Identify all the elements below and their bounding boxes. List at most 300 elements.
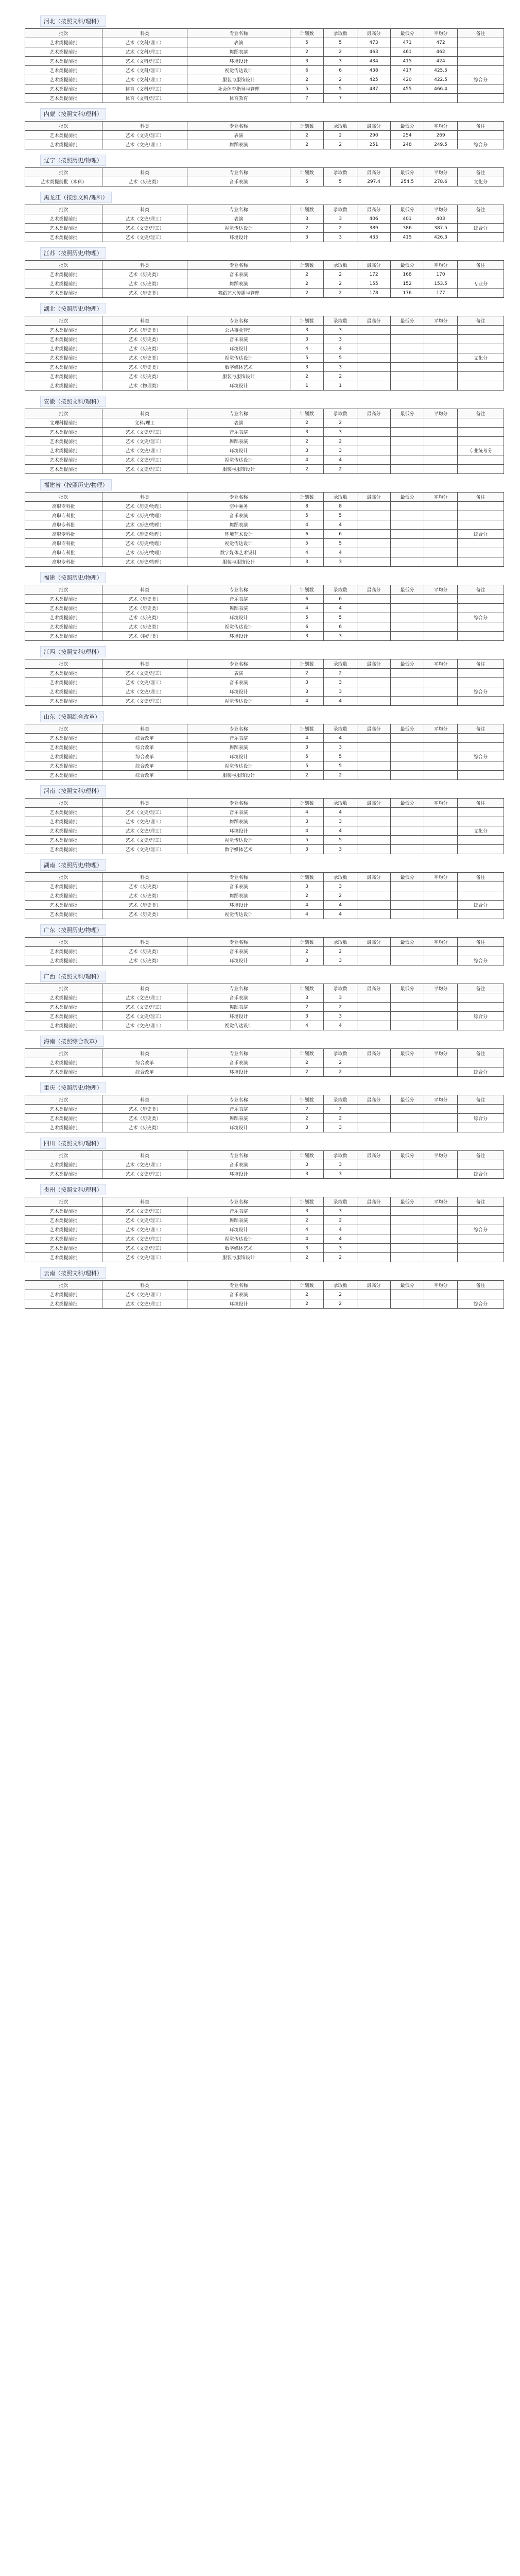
table-cell [458,947,504,956]
table-cell: 音乐表演 [187,177,290,187]
table-cell [391,1244,424,1253]
table-cell: 6 [290,530,324,539]
table-cell: 艺术类提前批 [25,224,102,233]
table-cell: 艺术（文科/理工） [102,75,187,84]
table-cell: 5 [290,84,324,94]
table-cell: 艺术（文史/理工） [102,678,187,687]
table-cell: 综合分 [458,1170,504,1179]
section-title: 云南（按照文科/理科） [40,1267,106,1279]
table-cell: 舞蹈表演 [187,891,290,901]
admission-scores-page [25,10,504,1309]
table-cell [458,1253,504,1262]
column-header: 最低分 [391,724,424,734]
table-cell [357,817,391,826]
table-cell: 6 [324,530,357,539]
table-cell: 数字媒体艺术 [187,845,290,854]
table-cell [357,520,391,530]
table-cell: 视觉传达设计 [187,539,290,548]
table-cell: 5 [324,84,357,94]
table-cell: 3 [290,446,324,455]
table-cell: 5 [290,38,324,47]
column-header: 平均分 [424,122,458,131]
table-cell [458,1244,504,1253]
table-cell: 3 [324,557,357,567]
table-cell: 4 [290,1234,324,1244]
table-row [25,465,504,474]
table-cell: 高职专科批 [25,511,102,520]
table-cell: 音乐表演 [187,511,290,520]
table-cell: 艺术类提前批 [25,632,102,641]
table-cell [458,502,504,511]
province-section [25,641,504,706]
score-table [25,984,504,1030]
table-cell [391,418,424,428]
column-header: 录取数 [324,1151,357,1160]
table-cell [458,455,504,465]
table-cell [357,901,391,910]
column-header: 批次 [25,316,102,326]
province-section [25,965,504,1030]
section-title: 湖北（按照历史/物理） [40,303,106,314]
table-cell [458,734,504,743]
table-cell: 艺术类提前批 [25,446,102,455]
table-cell: 舞蹈表演 [187,520,290,530]
province-section [25,1030,504,1077]
column-header: 专业名称 [187,585,290,595]
table-cell: 环境设计 [187,826,290,836]
table-cell [424,993,458,1003]
table-cell: 艺术（文史/理工） [102,131,187,140]
table-cell [391,734,424,743]
table-cell: 艺术（历史类） [102,279,187,289]
table-cell [391,511,424,520]
column-header: 最高分 [357,1049,391,1058]
table-cell: 3 [290,326,324,335]
table-cell: 综合分 [458,1067,504,1077]
table-cell: 艺术类提前批 [25,697,102,706]
table-cell [391,502,424,511]
column-header: 最高分 [357,1151,391,1160]
column-header: 科类 [102,1049,187,1058]
table-row [25,1207,504,1216]
section-title: 广西（按照文科/理科） [40,971,106,982]
table-cell: 3 [324,1123,357,1132]
table-row [25,47,504,57]
column-header: 科类 [102,585,187,595]
table-row [25,734,504,743]
column-header: 备注 [458,659,504,669]
table-cell: 艺术类提前批 [25,1105,102,1114]
table-cell: 艺术（历史类） [102,270,187,279]
table-cell: 舞蹈表演 [187,1003,290,1012]
table-cell: 艺术（历史类） [102,363,187,372]
table-cell: 艺术（文史/理工） [102,1225,187,1234]
column-header: 最低分 [391,1197,424,1207]
table-cell: 视觉传达设计 [187,353,290,363]
table-cell: 艺术类提前批 [25,131,102,140]
table-cell: 综合分 [458,75,504,84]
table-cell: 5 [290,177,324,187]
table-cell: 178 [357,289,391,298]
table-cell: 艺术类提前批 [25,613,102,622]
column-header: 最低分 [391,938,424,947]
table-cell: 6 [324,66,357,75]
table-cell: 4 [290,901,324,910]
column-header: 最低分 [391,1151,424,1160]
table-cell: 文科/理工 [102,418,187,428]
table-cell [424,530,458,539]
table-cell: 表演 [187,38,290,47]
table-header-row [25,1281,504,1290]
table-row [25,1216,504,1225]
table-row [25,697,504,706]
table-cell: 环境设计 [187,1067,290,1077]
province-section [25,1132,504,1179]
table-cell: 艺术（历史类） [102,353,187,363]
table-cell [424,1160,458,1170]
column-header: 录取数 [324,873,357,882]
column-header: 备注 [458,316,504,326]
table-cell: 艺术（文史/理工） [102,697,187,706]
column-header: 计划数 [290,409,324,418]
table-cell [357,1225,391,1234]
section-title: 内蒙（按照文科/理科） [40,108,106,120]
table-row [25,131,504,140]
section-title: 江苏（按照历史/物理） [40,247,106,259]
table-header-row [25,205,504,214]
table-cell: 舞蹈表演 [187,1216,290,1225]
table-row [25,1225,504,1234]
table-cell: 环境设计 [187,752,290,761]
table-cell [458,1021,504,1030]
table-cell: 艺术（历史类） [102,882,187,891]
table-cell: 艺术（历史/物理） [102,530,187,539]
table-cell [357,363,391,372]
table-cell: 4 [324,520,357,530]
table-cell: 音乐表演 [187,1105,290,1114]
table-cell [458,622,504,632]
table-row [25,66,504,75]
table-cell: 艺术（历史类） [102,604,187,613]
column-header: 最高分 [357,984,391,993]
table-cell: 艺术类提前批 [25,270,102,279]
table-cell: 视觉传达设计 [187,836,290,845]
table-cell: 8 [324,502,357,511]
table-cell: 386 [391,224,424,233]
table-cell: 2 [324,669,357,678]
table-cell: 音乐表演 [187,1058,290,1067]
table-cell [458,1160,504,1170]
table-cell [424,1170,458,1179]
table-cell [458,743,504,752]
table-cell [391,446,424,455]
table-row [25,511,504,520]
table-cell: 艺术类提前批 [25,687,102,697]
table-cell: 艺术（文史/理工） [102,224,187,233]
table-cell [391,1012,424,1021]
table-row [25,335,504,344]
table-cell: 环境艺术设计 [187,530,290,539]
table-cell [357,734,391,743]
table-cell: 6 [324,622,357,632]
table-cell [357,761,391,771]
table-cell: 6 [324,595,357,604]
table-header-row [25,873,504,882]
table-cell: 3 [290,743,324,752]
column-header: 录取数 [324,493,357,502]
table-cell: 3 [324,1012,357,1021]
table-cell: 环境设计 [187,1012,290,1021]
table-cell: 艺术类提前批 [25,1234,102,1244]
table-cell: 5 [290,752,324,761]
column-header: 科类 [102,1281,187,1290]
column-header: 录取数 [324,724,357,734]
table-cell [458,289,504,298]
table-cell: 综合分 [458,1299,504,1309]
table-cell: 5 [290,613,324,622]
table-cell: 3 [324,1244,357,1253]
table-cell: 舞蹈表演 [187,47,290,57]
column-header: 备注 [458,409,504,418]
table-cell [357,891,391,901]
table-cell: 3 [324,678,357,687]
table-cell: 3 [290,1244,324,1253]
table-cell: 3 [290,687,324,697]
table-cell: 表演 [187,669,290,678]
table-cell [458,669,504,678]
column-header: 科类 [102,205,187,214]
table-cell: 389 [357,224,391,233]
table-cell: 5 [324,613,357,622]
column-header: 批次 [25,1095,102,1105]
table-cell: 艺术（物理类） [102,632,187,641]
column-header: 专业名称 [187,261,290,270]
table-cell [357,335,391,344]
table-cell: 艺术（历史类） [102,335,187,344]
table-header-row [25,122,504,131]
table-cell [391,530,424,539]
table-cell: 艺术（历史类） [102,613,187,622]
table-cell [458,66,504,75]
table-cell: 2 [324,1105,357,1114]
table-cell [357,604,391,613]
table-cell: 2 [290,270,324,279]
table-cell: 服装与服饰设计 [187,771,290,780]
column-header: 计划数 [290,585,324,595]
table-row [25,1067,504,1077]
table-cell [391,771,424,780]
column-header: 批次 [25,873,102,882]
table-cell: 170 [424,270,458,279]
table-cell [357,1234,391,1244]
table-cell: 艺术类提前批 [25,1244,102,1253]
table-cell: 2 [290,1105,324,1114]
column-header: 平均分 [424,1151,458,1160]
table-cell [357,437,391,446]
table-cell: 466.4 [424,84,458,94]
table-cell: 5 [324,752,357,761]
column-header: 最高分 [357,168,391,177]
table-cell [391,1105,424,1114]
column-header: 计划数 [290,873,324,882]
table-cell: 471 [391,38,424,47]
table-cell: 音乐表演 [187,270,290,279]
table-cell [424,826,458,836]
column-header: 平均分 [424,799,458,808]
score-table [25,1095,504,1132]
column-header: 计划数 [290,724,324,734]
table-header-row [25,799,504,808]
table-cell [391,465,424,474]
table-cell: 4 [324,1021,357,1030]
table-cell [424,539,458,548]
table-cell: 3 [324,687,357,697]
column-header: 最高分 [357,29,391,38]
table-cell: 服装与服饰设计 [187,1253,290,1262]
table-cell: 3 [290,678,324,687]
column-header: 科类 [102,493,187,502]
table-cell: 艺术类提前批 [25,669,102,678]
table-cell: 2 [290,1216,324,1225]
table-cell: 舞蹈表演 [187,140,290,149]
table-cell: 舞蹈表演 [187,743,290,752]
table-cell [357,808,391,817]
table-cell: 4 [324,1225,357,1234]
table-cell: 177 [424,289,458,298]
table-cell: 音乐表演 [187,1290,290,1299]
table-row [25,669,504,678]
table-cell: 4 [324,1234,357,1244]
column-header: 备注 [458,1151,504,1160]
column-header: 科类 [102,1095,187,1105]
table-row [25,224,504,233]
table-cell: 6 [290,66,324,75]
column-header: 计划数 [290,29,324,38]
table-cell: 455 [391,84,424,94]
table-cell [458,604,504,613]
table-cell: 5 [290,539,324,548]
column-header: 最高分 [357,205,391,214]
table-cell: 4 [290,520,324,530]
table-cell: 艺术（历史类） [102,947,187,956]
score-table [25,121,504,149]
column-header: 备注 [458,1095,504,1105]
table-cell [424,511,458,520]
table-cell: 舞蹈表演 [187,437,290,446]
table-cell [424,891,458,901]
table-cell: 6 [290,595,324,604]
table-cell: 472 [424,38,458,47]
column-header: 专业名称 [187,873,290,882]
table-cell: 艺术（文史/理工） [102,1216,187,1225]
column-header: 专业名称 [187,316,290,326]
table-cell: 4 [324,697,357,706]
table-row [25,687,504,697]
table-row [25,947,504,956]
table-cell: 290 [357,131,391,140]
table-cell: 2 [324,131,357,140]
table-cell: 425.5 [424,66,458,75]
column-header: 最高分 [357,659,391,669]
table-cell [391,836,424,845]
table-cell [391,1299,424,1309]
column-header: 最低分 [391,493,424,502]
column-header: 录取数 [324,659,357,669]
table-row [25,557,504,567]
column-header: 平均分 [424,984,458,993]
table-header-row [25,1049,504,1058]
column-header: 录取数 [324,1049,357,1058]
table-cell [458,344,504,353]
section-title: 江西（按照文科/理科） [40,646,106,657]
table-cell: 5 [290,511,324,520]
table-row [25,233,504,242]
table-cell: 3 [290,1123,324,1132]
table-row [25,910,504,919]
table-cell [458,1234,504,1244]
column-header: 科类 [102,1151,187,1160]
table-cell [391,752,424,761]
table-cell: 4 [290,1225,324,1234]
table-cell: 综合改革 [102,743,187,752]
table-row [25,437,504,446]
table-cell [458,131,504,140]
table-cell: 环境设计 [187,632,290,641]
table-cell: 5 [290,836,324,845]
table-cell: 艺术类提前批 [25,743,102,752]
province-section [25,103,504,149]
table-cell: 艺术类提前批 [25,882,102,891]
table-cell: 艺术类提前批 [25,1003,102,1012]
table-cell: 艺术类提前批 [25,66,102,75]
table-cell [391,808,424,817]
column-header: 计划数 [290,1095,324,1105]
column-header: 录取数 [324,29,357,38]
column-header: 平均分 [424,409,458,418]
column-header: 平均分 [424,724,458,734]
score-table [25,872,504,919]
table-cell: 2 [324,1290,357,1299]
table-cell [391,344,424,353]
table-row [25,279,504,289]
table-cell [424,418,458,428]
table-cell: 艺术类提前批 [25,1299,102,1309]
table-cell: 艺术（文科/理工） [102,38,187,47]
table-cell [357,1114,391,1123]
table-cell: 5 [324,539,357,548]
table-cell: 248 [391,140,424,149]
table-cell [424,1021,458,1030]
table-cell [357,1003,391,1012]
table-header-row [25,1197,504,1207]
table-cell: 4 [324,604,357,613]
column-header: 录取数 [324,409,357,418]
column-header: 录取数 [324,205,357,214]
table-cell: 3 [290,817,324,826]
table-cell: 艺术类提前批 [25,94,102,103]
column-header: 平均分 [424,316,458,326]
column-header: 批次 [25,659,102,669]
table-cell [424,836,458,845]
table-cell: 7 [290,94,324,103]
table-cell: 艺术类提前批 [25,465,102,474]
table-cell [391,548,424,557]
table-cell: 2 [290,437,324,446]
table-cell [357,418,391,428]
table-row [25,817,504,826]
table-cell: 综合分 [458,1225,504,1234]
table-cell: 417 [391,66,424,75]
